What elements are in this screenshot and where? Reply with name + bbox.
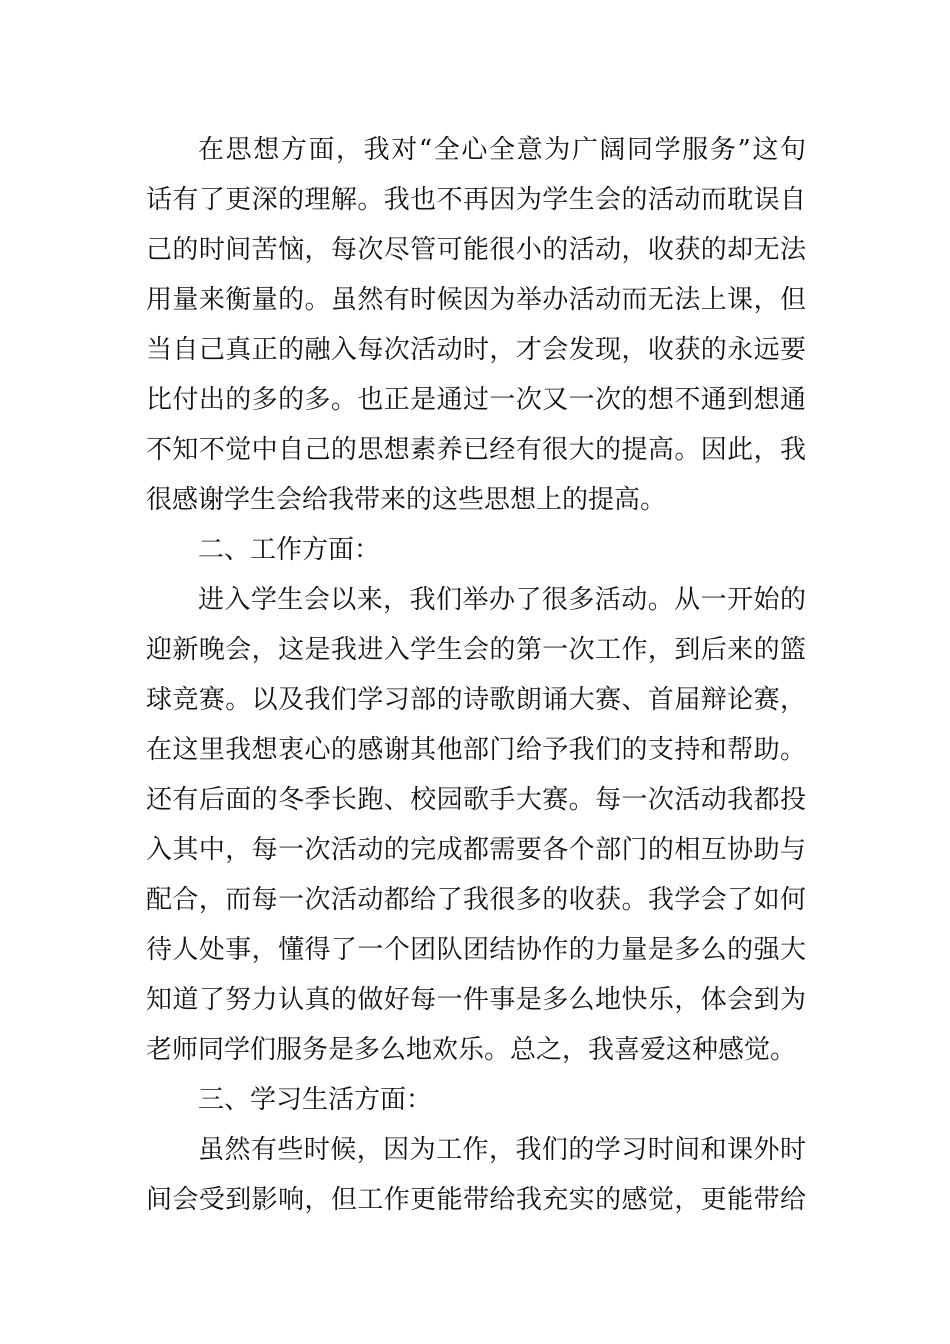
paragraph-line: 很感谢学生会给我带来的这些思想上的提高。: [146, 485, 667, 515]
paragraph-line: 不知不觉中自己的思想素养已经有很大的提高。因此，我: [146, 435, 806, 465]
paragraph-line: 间会受到影响，但工作更能带给我充实的感觉，更能带给: [146, 1185, 806, 1215]
paragraph-line: 知道了努力认真的做好每一件事是多么地快乐，体会到为: [146, 985, 806, 1015]
paragraph-line: 迎新晚会，这是我进入学生会的第一次工作，到后来的篮: [146, 635, 806, 665]
paragraph-line: 比付出的多的多。也正是通过一次又一次的想不通到想通: [146, 385, 806, 415]
paragraph-line: 虽然有些时候，因为工作，我们的学习时间和课外时: [198, 1135, 806, 1165]
paragraph-line: 待人处事，懂得了一个团队团结协作的力量是多么的强大: [146, 935, 806, 965]
paragraph-line: 当自己真正的融入每次活动时，才会发现，收获的永远要: [146, 335, 806, 365]
paragraph-line: 还有后面的冬季长跑、校园歌手大赛。每一次活动我都投: [146, 785, 806, 815]
paragraph-line: 进入学生会以来，我们举办了很多活动。从一开始的: [198, 585, 806, 615]
paragraph-line: 话有了更深的理解。我也不再因为学生会的活动而耽误自: [146, 185, 806, 215]
section-heading: 二、工作方面：: [198, 535, 381, 565]
section-heading: 三、学习生活方面：: [198, 1085, 433, 1115]
paragraph-line: 用量来衡量的。虽然有时候因为举办活动而无法上课，但: [146, 285, 806, 315]
paragraph-line: 在这里我想衷心的感谢其他部门给予我们的支持和帮助。: [146, 735, 806, 765]
paragraph-line: 老师同学们服务是多么地欢乐。总之，我喜爱这种感觉。: [146, 1035, 797, 1065]
paragraph-line: 在思想方面，我对“全心全意为广阔同学服务”这句: [198, 135, 806, 165]
paragraph-line: 入其中，每一次活动的完成都需要各个部门的相互协助与: [146, 835, 806, 865]
paragraph-line: 己的时间苦恼，每次尽管可能很小的活动，收获的却无法: [146, 235, 806, 265]
paragraph-line: 球竞赛。以及我们学习部的诗歌朗诵大赛、首届辩论赛，: [146, 685, 806, 715]
paragraph-line: 配合，而每一次活动都给了我很多的收获。我学会了如何: [146, 885, 806, 915]
